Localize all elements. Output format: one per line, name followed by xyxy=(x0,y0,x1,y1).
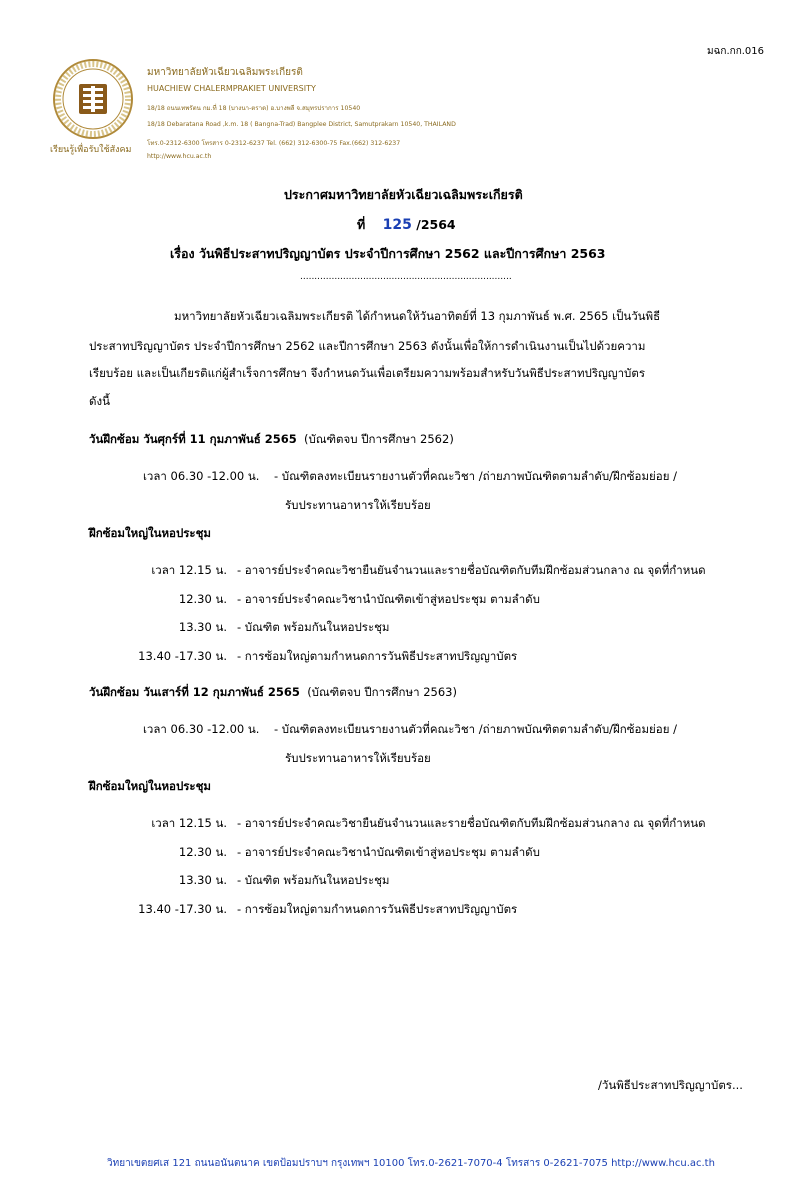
day2-heading-text: วันฝึกซ้อม วันเสาร์ที่ 12 กุมภาพันธ์ 2565 xyxy=(89,685,300,699)
intro-line-1: มหาวิทยาลัยหัวเฉียวเฉลิมพระเกียรติ ได้กำหนดให้วันอาทิตย์ที่ 13 กุมภาพันธ์ พ.ศ. 2565 เป็นวันพิธี xyxy=(174,309,661,323)
university-name-english: HUACHIEW CHALERMPRAKIET UNIVERSITY xyxy=(147,84,316,93)
intro-line-3: เรียบร้อย และเป็นเกียรติแก่ผู้สำเร็จการศึกษา จึงกำหนดวันเพื่อเตรียมความพร้อมสำหรับวันพิธีประสาทปริญญาบัตร xyxy=(89,366,646,380)
day2-reg-time: เวลา 06.30 -12.00 น. xyxy=(143,722,260,736)
day1-row-text: - อาจารย์ประจำคณะวิชานำบัณฑิตเข้าสู่หอประชุม ตามลำดับ xyxy=(237,592,540,606)
day2-row-text: - อาจารย์ประจำคณะวิชายืนยันจำนวนและรายชื่อบัณฑิตกับทีมฝึกซ้อมส่วนกลาง ณ จุดที่กำหนด xyxy=(237,816,706,830)
intro-line-4: ดังนี้ xyxy=(89,394,110,408)
day1-reg-text-1: - บัณฑิตลงทะเบียนรายงานตัวที่คณะวิชา /ถ่ายภาพบัณฑิตตามลำดับ/ฝึกซ้อมย่อย / xyxy=(274,469,677,483)
website-link[interactable]: http://www.hcu.ac.th xyxy=(147,153,212,160)
number-value: 125 xyxy=(382,217,412,233)
footer-address: วิทยาเขตยศเส 121 ถนนอนันตนาค เขตป้อมปราบฯ กรุงเทพฯ 10100 โทร.0-2621-7070-4 โทรสาร 0-2621-7075 http://www.hcu.ac.th xyxy=(107,1158,715,1169)
day2-row-time: 13.40 -17.30 น. xyxy=(138,902,227,916)
day1-reg-time: เวลา 06.30 -12.00 น. xyxy=(143,469,260,483)
continuation-note: /วันพิธีประสาทปริญญาบัตร... xyxy=(598,1078,743,1092)
day2-reg-text-2: รับประทานอาหารให้เรียบร้อย xyxy=(285,751,431,765)
day2-row-time: 13.30 น. xyxy=(178,873,227,887)
day2-row-text: - การซ้อมใหญ่ตามกำหนดการวันพิธีประสาทปริญญาบัตร xyxy=(237,902,518,916)
announcement-title: ประกาศมหาวิทยาลัยหัวเฉียวเฉลิมพระเกียรติ xyxy=(284,187,523,202)
day2-row-time: เวลา 12.15 น. xyxy=(151,816,227,830)
divider: .......................................................................... xyxy=(300,272,512,282)
phone-fax: โทร.0-2312-6300 โทรสาร 0-2312-6237 Tel. (662) 312-6300-75 Fax.(662) 312-6237 xyxy=(147,140,401,147)
intro-line-2: ประสาทปริญญาบัตร ประจำปีการศึกษา 2562 และปีการศึกษา 2563 ดังนั้นเพื่อให้การดำเนินงานเป็นไปด้วยความ xyxy=(89,339,646,353)
address-thai: 18/18 ถนนเทพรัตน กม.ที่ 18 (บางนา-ตราด) อ.บางพลี จ.สมุทรปราการ 10540 xyxy=(147,105,361,112)
day2-row-time: 12.30 น. xyxy=(178,845,227,859)
day1-row-time: 13.30 น. xyxy=(178,620,227,634)
day1-note: (บัณฑิตจบ ปีการศึกษา 2562) xyxy=(304,432,454,446)
day1-row-text: - บัณฑิต พร้อมกันในหอประชุม xyxy=(237,620,390,634)
number-prefix: ที่ xyxy=(357,217,366,232)
motto: เรียนรู้เพื่อรับใช้สังคม xyxy=(50,145,132,155)
day1-heading-text: วันฝึกซ้อม วันศุกร์ที่ 11 กุมภาพันธ์ 2565 xyxy=(89,432,297,446)
day1-rehearsal-heading xyxy=(89,525,211,543)
day2-row-text: - อาจารย์ประจำคณะวิชานำบัณฑิตเข้าสู่หอประชุม ตามลำดับ xyxy=(237,845,540,859)
university-logo-icon xyxy=(52,58,134,140)
day2-heading xyxy=(89,684,457,702)
day2-note: (บัณฑิตจบ ปีการศึกษา 2563) xyxy=(307,685,457,699)
day1-rehearsal-heading-text: ฝึกซ้อมใหญ่ในหอประชุม xyxy=(89,526,211,540)
day2-rehearsal-heading-text: ฝึกซ้อมใหญ่ในหอประชุม xyxy=(89,779,211,793)
day2-reg-text-1: - บัณฑิตลงทะเบียนรายงานตัวที่คณะวิชา /ถ่ายภาพบัณฑิตตามลำดับ/ฝึกซ้อมย่อย / xyxy=(274,722,677,736)
day2-rehearsal-heading xyxy=(89,778,211,796)
day1-row-time: 12.30 น. xyxy=(178,592,227,606)
number-suffix: /2564 xyxy=(416,217,456,232)
day1-heading xyxy=(89,431,454,449)
address-english: 18/18 Debaratana Road ,k.m. 18 ( Bangna-Trad) Bangplee District, Samutprakarn 10540, THAILAND xyxy=(147,121,456,128)
day1-row-text: - อาจารย์ประจำคณะวิชายืนยันจำนวนและรายชื่อบัณฑิตกับทีมฝึกซ้อมส่วนกลาง ณ จุดที่กำหนด xyxy=(237,563,706,577)
announcement-subject: เรื่อง วันพิธีประสาทปริญญาบัตร ประจำปีการศึกษา 2562 และปีการศึกษา 2563 xyxy=(170,246,606,261)
day1-reg-text-2: รับประทานอาหารให้เรียบร้อย xyxy=(285,498,431,512)
form-code: มฉก.กก.016 xyxy=(707,46,765,57)
day2-row-text: - บัณฑิต พร้อมกันในหอประชุม xyxy=(237,873,390,887)
day1-row-time: 13.40 -17.30 น. xyxy=(138,649,227,663)
day1-row-text: - การซ้อมใหญ่ตามกำหนดการวันพิธีประสาทปริญญาบัตร xyxy=(237,649,518,663)
announcement-number xyxy=(357,215,456,235)
day1-row-time: เวลา 12.15 น. xyxy=(151,563,227,577)
university-name-thai: มหาวิทยาลัยหัวเฉียวเฉลิมพระเกียรติ xyxy=(147,67,303,78)
